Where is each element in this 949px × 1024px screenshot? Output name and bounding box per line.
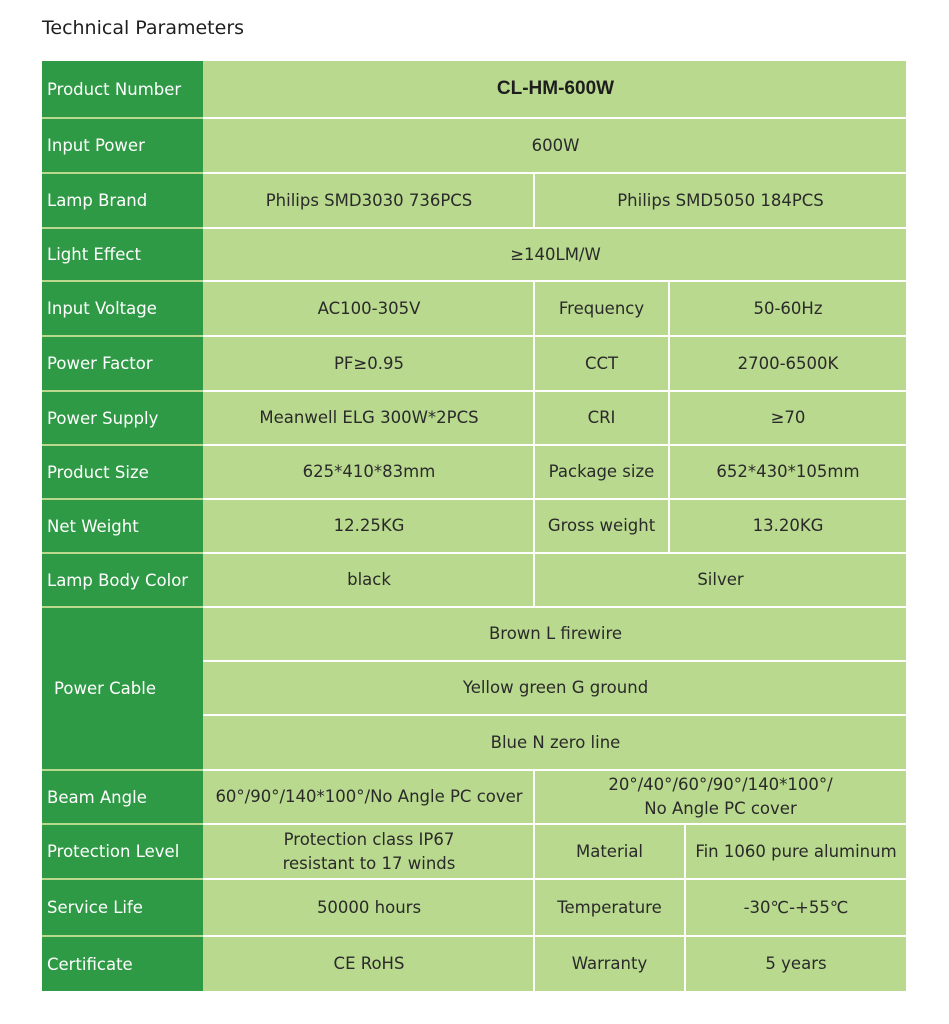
product-number-value: CL-HM-600W: [496, 78, 615, 100]
label-certificate: Certificate: [42, 937, 203, 991]
label-net-weight: Net Weight: [42, 500, 203, 552]
lamp-brand-value-b: Philips SMD5050 184PCS: [617, 190, 824, 210]
label-protection-level: Protection Level: [42, 825, 203, 878]
warranty-value: 5 years: [765, 954, 827, 974]
label-lamp-brand: Lamp Brand: [42, 174, 203, 227]
material-value: Fin 1060 pure aluminum: [695, 841, 897, 861]
package-size-value: 652*430*105mm: [716, 462, 860, 482]
gross-weight-value: 13.20KG: [752, 516, 824, 536]
label-light-effect: Light Effect: [42, 229, 203, 280]
gross-weight-label: Gross weight: [547, 516, 656, 536]
certificate-value: CE RoHS: [333, 954, 405, 974]
cct-label: CCT: [584, 353, 619, 373]
beam-angle-b-line1: 20°/40°/60°/90°/140*100°/: [608, 775, 833, 795]
label-input-power: Input Power: [42, 119, 203, 172]
power-cable-line-3: Blue N zero line: [490, 732, 621, 752]
label-input-voltage: Input Voltage: [42, 282, 203, 335]
page-title: Technical Parameters: [42, 17, 245, 39]
material-label: Material: [575, 841, 644, 861]
beam-angle-b-line2: No Angle PC cover: [644, 799, 797, 818]
frequency-label: Frequency: [558, 298, 645, 318]
label-power-supply: Power Supply: [42, 392, 203, 444]
power-factor-value: PF≥0.95: [333, 353, 404, 373]
cri-label: CRI: [587, 408, 616, 428]
net-weight-value: 12.25KG: [333, 516, 405, 536]
temperature-value: -30℃-+55℃: [743, 897, 849, 917]
temperature-label: Temperature: [557, 897, 662, 917]
power-cable-line-2: Yellow green G ground: [462, 678, 649, 698]
service-life-value: 50000 hours: [316, 897, 422, 917]
parameters-table: [42, 61, 906, 991]
protection-line1: Protection class IP67: [283, 829, 455, 849]
cri-value: ≥70: [770, 408, 806, 428]
label-service-life: Service Life: [42, 880, 203, 935]
beam-angle-value-b: [535, 771, 906, 823]
label-power-factor: Power Factor: [42, 337, 203, 390]
product-size-value: 625*410*83mm: [302, 462, 436, 482]
label-lamp-body-color: Lamp Body Color: [42, 554, 203, 606]
label-product-number: Product Number: [42, 61, 203, 117]
label-product-size: Product Size: [42, 446, 203, 498]
package-size-label: Package size: [548, 462, 655, 482]
input-power-value: 600W: [531, 135, 580, 155]
protection-line2: resistant to 17 winds: [282, 853, 456, 873]
input-voltage-value: AC100-305V: [317, 298, 421, 318]
light-effect-value: ≥140LM/W: [510, 244, 601, 264]
power-cable-line-1: Brown L firewire: [488, 624, 623, 644]
label-beam-angle: Beam Angle: [42, 771, 203, 823]
warranty-label: Warranty: [571, 954, 648, 974]
frequency-value: 50-60Hz: [753, 298, 823, 318]
cct-value: 2700-6500K: [737, 353, 839, 373]
label-power-cable: Power Cable: [42, 608, 203, 769]
power-supply-value: Meanwell ELG 300W*2PCS: [259, 408, 479, 428]
beam-angle-value-a: 60°/90°/140*100°/No Angle PC cover: [215, 787, 523, 807]
protection-level-value: [205, 825, 533, 878]
lamp-brand-value-a: Philips SMD3030 736PCS: [265, 190, 473, 210]
lamp-body-color-value-a: black: [347, 570, 391, 590]
lamp-body-color-value-b: Silver: [697, 570, 744, 590]
